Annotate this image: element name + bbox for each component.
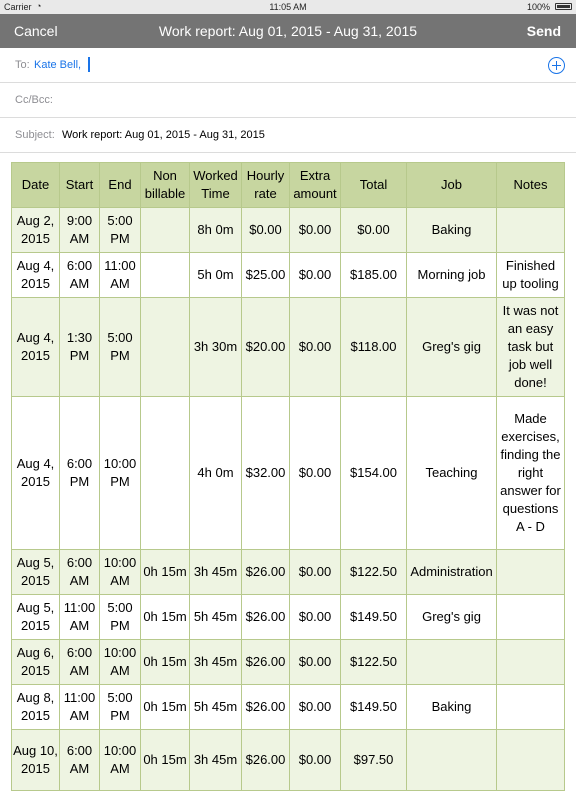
cell-hourly-rate: $20.00 — [242, 298, 290, 397]
cell-notes — [497, 595, 565, 640]
cell-extra-amount: $0.00 — [290, 730, 341, 791]
cell-notes: It was not an easy task but job well done! — [497, 298, 565, 397]
cell-hourly-rate: $32.00 — [242, 397, 290, 550]
table-row — [12, 550, 565, 595]
table-row — [12, 640, 565, 685]
cell-start: 11:00 AM — [60, 685, 100, 730]
table-row — [12, 595, 565, 640]
cell-job — [407, 640, 497, 685]
cell-hourly-rate: $26.00 — [242, 595, 290, 640]
cell-end: 10:00 AM — [100, 640, 141, 685]
cell-notes — [497, 730, 565, 791]
cell-start: 6:00 PM — [60, 397, 100, 550]
cell-total: $118.00 — [341, 298, 407, 397]
cell-end: 10:00 PM — [100, 397, 141, 550]
carrier-label: Carrier — [4, 2, 32, 12]
cell-non-billable — [141, 298, 190, 397]
status-bar — [0, 0, 576, 14]
column-header-end: End — [100, 163, 141, 208]
cell-job: Greg's gig — [407, 595, 497, 640]
cell-extra-amount: $0.00 — [290, 397, 341, 550]
cell-extra-amount: $0.00 — [290, 298, 341, 397]
cell-job — [407, 730, 497, 791]
cell-start: 6:00 AM — [60, 253, 100, 298]
cell-notes — [497, 685, 565, 730]
cell-date: Aug 5, 2015 — [12, 595, 60, 640]
cell-extra-amount: $0.00 — [290, 253, 341, 298]
cell-hourly-rate: $0.00 — [242, 208, 290, 253]
work-report-table — [11, 162, 565, 791]
cell-worked-time: 4h 0m — [190, 397, 242, 550]
column-header-worked-time: Worked Time — [190, 163, 242, 208]
cell-start: 6:00 AM — [60, 640, 100, 685]
cell-extra-amount: $0.00 — [290, 685, 341, 730]
column-header-notes: Notes — [497, 163, 565, 208]
cell-non-billable — [141, 208, 190, 253]
column-header-non-billable: Non billable — [141, 163, 190, 208]
page-title: Work report: Aug 01, 2015 - Aug 31, 2015 — [158, 23, 418, 39]
table-row — [12, 730, 565, 791]
text-cursor — [88, 57, 90, 72]
cell-end: 5:00 PM — [100, 298, 141, 397]
cell-end: 10:00 AM — [100, 730, 141, 791]
cancel-button[interactable]: Cancel — [14, 23, 58, 39]
cell-end: 5:00 PM — [100, 208, 141, 253]
battery-percent: 100% — [526, 2, 550, 12]
status-time: 11:05 AM — [269, 2, 307, 12]
cell-date: Aug 6, 2015 — [12, 640, 60, 685]
cell-notes — [497, 550, 565, 595]
cc-bcc-label: Cc/Bcc: — [15, 94, 53, 106]
cell-date: Aug 5, 2015 — [12, 550, 60, 595]
cell-non-billable: 0h 15m — [141, 595, 190, 640]
cell-job: Baking — [407, 208, 497, 253]
cell-total: $122.50 — [341, 640, 407, 685]
cell-non-billable: 0h 15m — [141, 730, 190, 791]
column-header-total: Total — [341, 163, 407, 208]
recipient-token[interactable]: Kate Bell, — [34, 59, 82, 71]
cell-end: 5:00 PM — [100, 685, 141, 730]
cell-start: 6:00 AM — [60, 730, 100, 791]
add-contact-icon[interactable] — [548, 57, 565, 74]
cell-worked-time: 8h 0m — [190, 208, 242, 253]
table-row — [12, 298, 565, 397]
table-row — [12, 397, 565, 550]
table-row — [12, 685, 565, 730]
cell-hourly-rate: $26.00 — [242, 730, 290, 791]
cell-total: $185.00 — [341, 253, 407, 298]
cell-date: Aug 8, 2015 — [12, 685, 60, 730]
cell-non-billable — [141, 253, 190, 298]
cell-notes — [497, 640, 565, 685]
table-row — [12, 253, 565, 298]
cell-start: 6:00 AM — [60, 550, 100, 595]
cc-bcc-field[interactable] — [0, 83, 576, 118]
cell-start: 9:00 AM — [60, 208, 100, 253]
nav-bar — [0, 14, 576, 48]
cell-extra-amount: $0.00 — [290, 550, 341, 595]
cell-worked-time: 3h 45m — [190, 550, 242, 595]
cell-hourly-rate: $25.00 — [242, 253, 290, 298]
cell-job: Teaching — [407, 397, 497, 550]
cell-job: Greg's gig — [407, 298, 497, 397]
cell-hourly-rate: $26.00 — [242, 640, 290, 685]
column-header-start: Start — [60, 163, 100, 208]
cell-non-billable: 0h 15m — [141, 640, 190, 685]
cell-end: 10:00 AM — [100, 550, 141, 595]
cell-hourly-rate: $26.00 — [242, 550, 290, 595]
cell-total: $149.50 — [341, 685, 407, 730]
cell-notes — [497, 208, 565, 253]
cell-worked-time: 3h 45m — [190, 730, 242, 791]
cell-hourly-rate: $26.00 — [242, 685, 290, 730]
cell-notes: Made exercises, finding the right answer for questions A - D — [497, 397, 565, 550]
cell-non-billable: 0h 15m — [141, 550, 190, 595]
cell-worked-time: 3h 30m — [190, 298, 242, 397]
to-field[interactable] — [0, 48, 576, 83]
subject-field[interactable] — [0, 118, 576, 153]
cell-worked-time: 5h 45m — [190, 685, 242, 730]
cell-extra-amount: $0.00 — [290, 640, 341, 685]
cell-date: Aug 4, 2015 — [12, 298, 60, 397]
cell-non-billable: 0h 15m — [141, 685, 190, 730]
cell-worked-time: 5h 0m — [190, 253, 242, 298]
table-row — [12, 208, 565, 253]
cell-total: $154.00 — [341, 397, 407, 550]
cell-end: 11:00 AM — [100, 253, 141, 298]
column-header-hourly-rate: Hourly rate — [242, 163, 290, 208]
cell-non-billable — [141, 397, 190, 550]
cell-start: 11:00 AM — [60, 595, 100, 640]
wifi-icon: ◔ — [36, 1, 42, 11]
column-header-date: Date — [12, 163, 60, 208]
cell-end: 5:00 PM — [100, 595, 141, 640]
cell-extra-amount: $0.00 — [290, 208, 341, 253]
cell-worked-time: 5h 45m — [190, 595, 242, 640]
column-header-extra-amount: Extra amount — [290, 163, 341, 208]
subject-input[interactable]: Work report: Aug 01, 2015 - Aug 31, 2015 — [62, 129, 265, 141]
send-button[interactable]: Send — [526, 23, 561, 39]
cell-date: Aug 10, 2015 — [12, 730, 60, 791]
cell-total: $122.50 — [341, 550, 407, 595]
table-header-row — [12, 163, 565, 208]
cell-start: 1:30 PM — [60, 298, 100, 397]
table-body — [12, 208, 565, 791]
cell-date: Aug 2, 2015 — [12, 208, 60, 253]
cell-date: Aug 4, 2015 — [12, 253, 60, 298]
cell-notes: Finished up tooling — [497, 253, 565, 298]
cell-job: Morning job — [407, 253, 497, 298]
cell-total: $97.50 — [341, 730, 407, 791]
cell-job: Administration — [407, 550, 497, 595]
cell-extra-amount: $0.00 — [290, 595, 341, 640]
battery-icon — [555, 3, 572, 10]
column-header-job: Job — [407, 163, 497, 208]
cell-job: Baking — [407, 685, 497, 730]
cell-total: $0.00 — [341, 208, 407, 253]
cell-worked-time: 3h 45m — [190, 640, 242, 685]
to-label: To: — [15, 59, 30, 71]
cell-total: $149.50 — [341, 595, 407, 640]
cell-date: Aug 4, 2015 — [12, 397, 60, 550]
subject-label: Subject: — [15, 129, 55, 141]
